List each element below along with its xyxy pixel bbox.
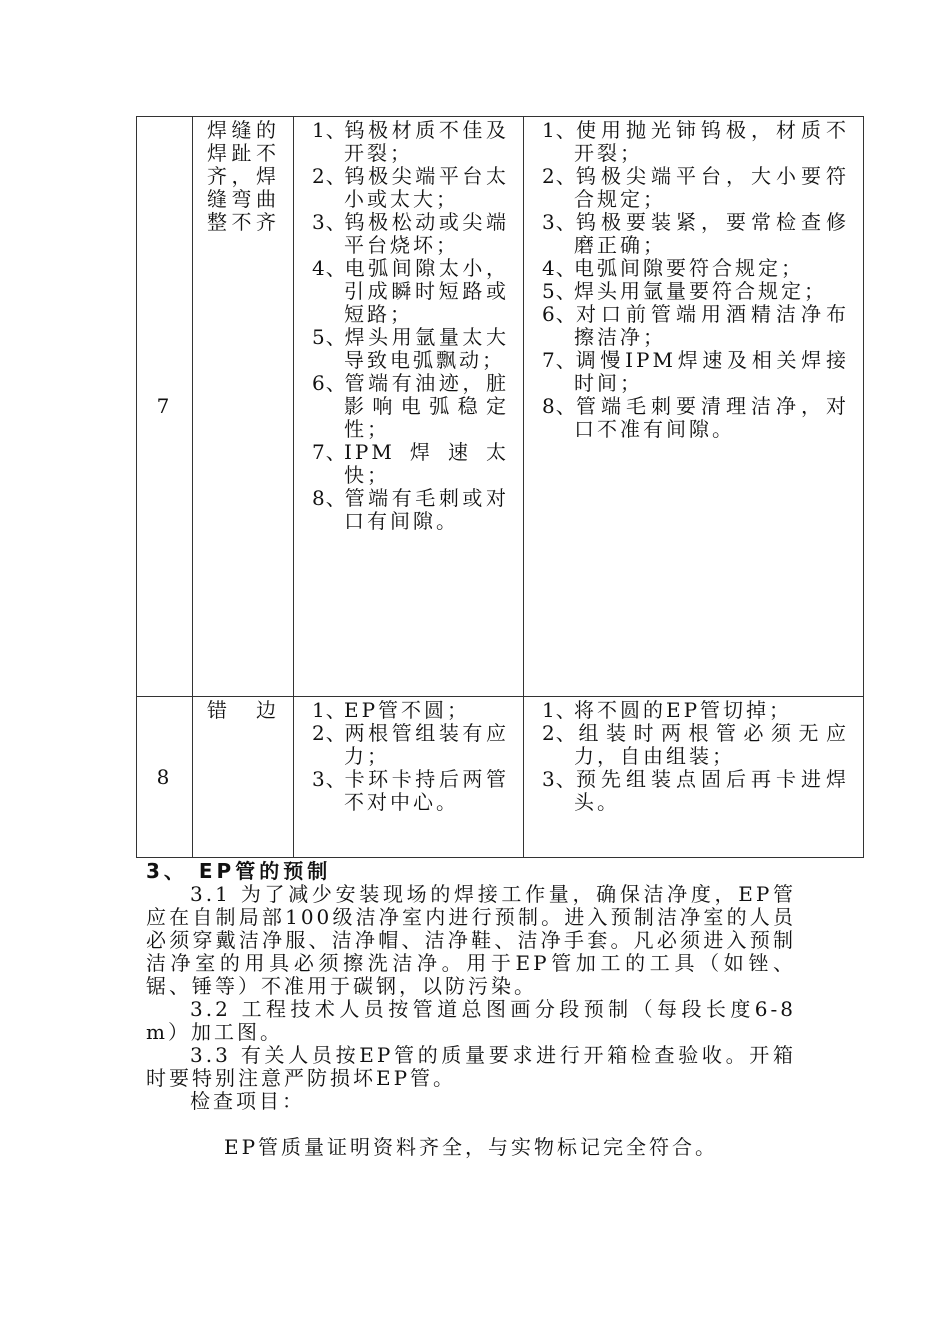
measure-item: 8、管端毛刺要清理洁净，对口不准有间隙。	[542, 394, 849, 441]
cause-item: 4、电弧间隙太小，引成瞬时短路或短路；	[312, 256, 509, 326]
check-item	[194, 1129, 796, 1165]
cause-item: 7、IPM焊速太快；	[312, 440, 509, 487]
cause-item: 3、卡环卡持后两管不对中心。	[312, 767, 509, 814]
paragraph-3-2: 3.2 工程技术人员按管道总图画分段预制（每段长度6-8m）加工图。	[146, 997, 796, 1044]
measure-item: 1、将不圆的EP管切掉；	[542, 698, 793, 722]
section-body	[146, 860, 796, 1165]
defect-name: 错边	[207, 698, 279, 722]
measure-item: 3、钨极要装紧，要常检查修磨正确；	[542, 210, 849, 257]
cause-item: 1、钨极材质不佳及开裂；	[312, 118, 509, 165]
defect-table	[136, 116, 864, 858]
measure-item: 3、预先组装点固后再卡进焊头。	[542, 767, 849, 814]
paragraph-3-3: 3.3 有关人员按EP管的质量要求进行开箱检查验收。开箱时要特别注意严防损坏EP管。	[146, 1043, 796, 1090]
section-heading: 3、 EP管的预制	[146, 859, 332, 883]
check-item-text: EP管质量证明资料齐全，与实物标记完全符合。	[224, 1135, 719, 1159]
cause-item: 6、管端有油迹，脏影响电弧稳定性；	[312, 371, 509, 441]
cause-item: 1、EP管不圆；	[312, 698, 471, 722]
table-row	[137, 117, 864, 697]
defect-name-cell	[193, 697, 294, 858]
row-number: 7	[137, 117, 193, 697]
measure-cell	[524, 117, 864, 697]
defect-name: 焊缝的焊趾不齐，焊缝弯曲整不齐	[207, 118, 279, 234]
measure-item: 7、调慢IPM焊速及相关焊接时间；	[542, 348, 849, 395]
cause-cell	[294, 117, 524, 697]
cause-item: 2、钨极尖端平台太小或太大；	[312, 164, 509, 211]
measure-cell	[524, 697, 864, 858]
measure-item: 5、焊头用氩量要符合规定；	[542, 279, 827, 303]
table-row	[137, 697, 864, 858]
cause-item: 8、管端有毛刺或对口有间隙。	[312, 486, 509, 533]
paragraph-3-1: 3.1 为了减少安装现场的焊接工作量，确保洁净度，EP管应在自制局部100级洁净室内进行预制。进入预制洁净室的人员必须穿戴洁净服、洁净帽、洁净鞋、洁净手套。凡必须进入预制洁净室的用具必须擦洗洁净。用于EP管加工的工具（如锉、锯、锤等）不准用于碳钢，以防污染。	[146, 882, 796, 998]
measure-item: 6、对口前管端用酒精洁净布擦洁净；	[542, 302, 849, 349]
cause-item: 3、钨极松动或尖端平台烧坏；	[312, 210, 509, 257]
measure-item: 2、组装时两根管必须无应力，自由组装；	[542, 721, 849, 768]
measure-item: 2、钨极尖端平台，大小要符合规定；	[542, 164, 849, 211]
row-number: 8	[137, 697, 193, 858]
check-items-title: 检查项目：	[190, 1089, 305, 1113]
cause-item: 5、焊头用氩量太大导致电弧飘动；	[312, 325, 509, 372]
cause-item: 2、两根管组装有应力；	[312, 721, 509, 768]
cause-cell	[294, 697, 524, 858]
measure-item: 1、使用抛光铈钨极，材质不开裂；	[542, 118, 849, 165]
measure-item: 4、电弧间隙要符合规定；	[542, 256, 804, 280]
defect-name-cell	[193, 117, 294, 697]
